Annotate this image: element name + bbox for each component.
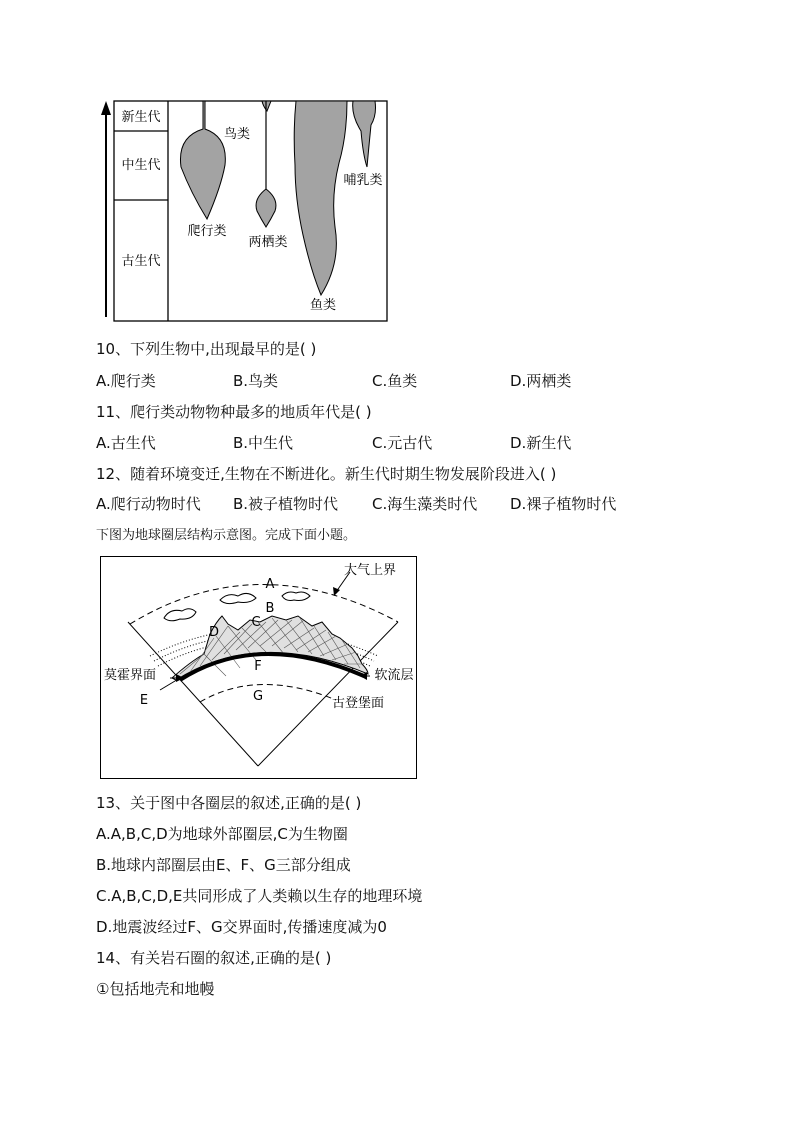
asthenosphere-label: 软流层 [374,668,414,683]
atmosphere-top-label: 大气上界 [343,563,397,578]
earth-spheres-figure [100,556,418,780]
question-13-option: B.地球内部圈层由E、F、G三部分组成 [96,856,351,874]
question-11-option: A.古生代 [96,434,156,452]
sphere-label-d: D [208,625,220,640]
era-label: 中生代 [121,158,161,173]
question-13-stem: 13、关于图中各圈层的叙述,正确的是( ) [96,794,362,812]
question-12-option: C.海生藻类时代 [372,495,478,513]
group-label: 哺乳类 [343,173,383,188]
group-label: 两栖类 [248,235,288,250]
sphere-label-c: C [251,615,261,630]
question-10-option: B.鸟类 [233,372,279,390]
reptile-shape [180,101,225,219]
question-12-option: A.爬行动物时代 [96,495,201,513]
question-10-option: A.爬行类 [96,372,156,390]
question-12-option: B.被子植物时代 [233,495,339,513]
question-11-option: D.新生代 [510,434,572,452]
gutenberg-label: 古登堡面 [331,696,385,711]
era-label: 新生代 [121,110,161,125]
question-10-option: C.鱼类 [372,372,418,390]
question-14-stem: 14、有关岩石圈的叙述,正确的是( ) [96,949,332,967]
question-13-option: A.A,B,C,D为地球外部圈层,C为生物圈 [96,825,348,843]
question-10-option: D.两栖类 [510,372,572,390]
question-10-stem: 10、下列生物中,出现最早的是( ) [96,340,317,358]
arrow-head-icon [101,101,111,115]
figure-intro: 下图为地球圈层结构示意图。完成下面小题。 [96,528,357,543]
question-12-stem: 12、随着环境变迁,生物在不断进化。新生代时期生物发展阶段进入( ) [96,465,557,483]
question-14-item: ①包括地壳和地幔 [96,980,215,998]
group-label: 鸟类 [223,127,251,142]
question-13-option: C.A,B,C,D,E共同形成了人类赖以生存的地理环境 [96,887,423,905]
moho-label: 莫霍界面 [103,668,157,683]
mammal-shape [353,101,376,167]
question-12-option: D.裸子植物时代 [510,495,617,513]
question-11-option: B.中生代 [233,434,294,452]
question-11-stem: 11、爬行类动物物种最多的地质年代是( ) [96,403,372,421]
group-label: 鱼类 [309,298,337,313]
question-13-option: D.地震波经过F、G交界面时,传播速度减为0 [96,918,387,936]
sphere-label-e: E [139,693,149,708]
question-11-option: C.元古代 [372,434,433,452]
sphere-label-f: F [254,659,262,674]
era-label: 古生代 [121,254,161,269]
sphere-label-a: A [265,577,275,592]
group-label: 爬行类 [187,224,227,239]
evolution-figure [95,95,395,327]
amphibian-shape [256,189,276,227]
fish-shape [294,101,347,295]
sphere-label-g: G [252,689,264,704]
sphere-label-b: B [265,601,275,616]
